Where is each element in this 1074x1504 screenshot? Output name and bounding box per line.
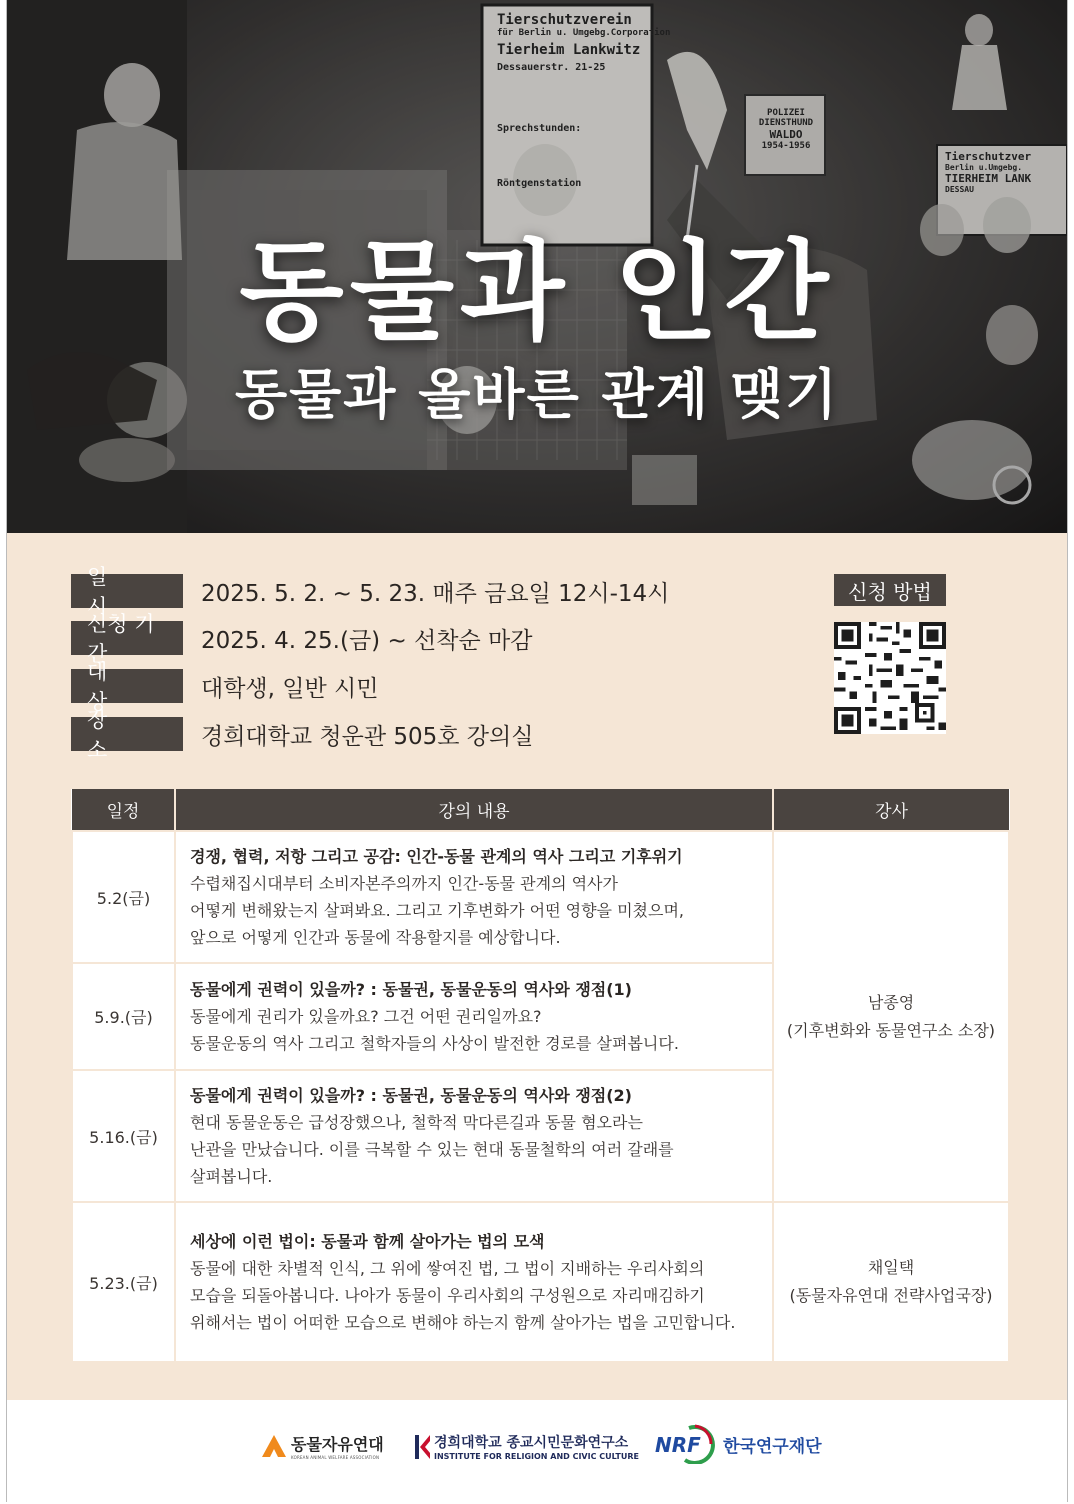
session-desc-line: 살펴봅니다. [190, 1167, 273, 1186]
column-header: 강사 [773, 789, 1009, 831]
info-row-date [71, 565, 670, 619]
sign-line: Berlin u.Umgebg. [945, 163, 1023, 172]
table-row [72, 1202, 1009, 1362]
session-desc-line: 위해서는 법이 어떠한 모습으로 변해야 하는지 함께 살아가는 법을 고민합니다. [190, 1313, 736, 1332]
lecturer-name: 채일택 [867, 1258, 915, 1277]
session-desc-line: 동물에게 권리가 있을까요? 그건 어떤 권리일까요? [190, 1007, 542, 1026]
sign-board-2 [945, 150, 1031, 194]
sign-line: Sprechstunden: [497, 123, 582, 134]
session-date: 5.23.(금) [72, 1202, 175, 1362]
qr-code[interactable] [834, 622, 946, 734]
info-value: 경희대학교 청운관 505호 강의실 [201, 723, 534, 750]
info-value: 2025. 4. 25.(금) ~ 선착순 마감 [201, 627, 533, 654]
table-row [72, 831, 1009, 963]
session-date: 5.16.(금) [72, 1070, 175, 1202]
logo-kawa-sub: KOREAN ANIMAL WELFARE ASSOCIATION [291, 1455, 380, 1460]
sign-line: Dessauerstr. 21-25 [497, 62, 606, 73]
session-desc-line: 동물운동의 역사 그리고 철학자들의 사상이 발전한 경로를 살펴봅니다. [190, 1034, 679, 1053]
session-desc-line: 동물에 대한 차별적 인식, 그 위에 쌓여진 법, 그 법이 지배하는 우리사회의 [190, 1259, 705, 1278]
lecturer-role: (기후변화와 동물연구소 소장) [786, 1020, 996, 1040]
logo-kawa [261, 1432, 384, 1460]
session-content [175, 963, 773, 1070]
qr-code-icon [834, 622, 946, 734]
logo-khu-name: 경희대학교 종교시민문화연구소 [434, 1435, 629, 1451]
session-desc-line: 어떻게 변해왔는지 살펴봐요. 그리고 기후변화가 어떤 영향을 미쳤으며, [190, 901, 684, 920]
logo-nrf-name: 한국연구재단 [723, 1436, 822, 1457]
schedule-table [71, 789, 1010, 1363]
nrf-mark [655, 1424, 717, 1464]
sign-line: Tierheim Lankwitz [497, 42, 641, 58]
logo-khu-sub: INSTITUTE FOR RELIGION AND CIVIC CULTURE [434, 1452, 639, 1461]
sign-line: für Berlin u. Umgebg.Corporation [497, 28, 671, 38]
session-desc-line: 모습을 되돌아봅니다. 나아가 동물이 우리사회의 구성원으로 자리매김하기 [190, 1286, 705, 1305]
apply-method-label: 신청 방법 [834, 574, 946, 606]
sign-line: DIENSTHUND [758, 118, 814, 128]
info-label: 장 소 [71, 717, 183, 751]
main-title: 동물과 인간 [239, 230, 835, 355]
subtitle: 동물과 올바른 관계 맺기 [234, 363, 840, 426]
sign-board-1 [497, 12, 670, 189]
session-desc-line: 현대 동물운동은 급성장했으나, 철학적 막다른길과 동물 혐오라는 [190, 1113, 643, 1132]
session-title: 경쟁, 협력, 저항 그리고 공감: 인간-동물 관계의 역사 그리고 기후위기 [190, 847, 683, 866]
info-label: 신청 기간 [71, 621, 183, 655]
sign-line: WALDO [769, 128, 803, 141]
session-date: 5.9.(금) [72, 963, 175, 1070]
sign-board-3 [752, 108, 820, 151]
session-content [175, 1070, 773, 1202]
kawa-logo-icon [261, 1434, 287, 1458]
sign-line: Röntgenstation [497, 178, 582, 189]
session-desc-line: 수렵채집시대부터 소비자본주의까지 인간-동물 관계의 역사가 [190, 874, 618, 893]
session-title: 동물에게 권력이 있을까? : 동물권, 동물운동의 역사와 쟁점(1) [190, 980, 632, 999]
session-title: 세상에 이런 법이: 동물과 함께 살아가는 법의 모색 [190, 1232, 545, 1251]
info-label: 대 상 [71, 669, 183, 703]
hero-photo-collage [7, 0, 1067, 533]
lecturer-cell [773, 1202, 1009, 1362]
nrf-text: NRF [655, 1433, 701, 1457]
column-header: 강의 내용 [175, 789, 773, 831]
table-header-row [72, 789, 1009, 831]
info-label: 일 시 [71, 574, 183, 608]
sign-line: Tierschutzver [945, 150, 1032, 163]
info-value: 대학생, 일반 시민 [201, 675, 379, 702]
logo-kawa-name: 동물자유연대 [291, 1435, 384, 1454]
session-date: 5.2(금) [72, 831, 175, 963]
session-content [175, 1202, 773, 1362]
info-row-target [71, 660, 379, 714]
lecturer-name: 남종영 [867, 992, 915, 1012]
sign-line: TIERHEIM LANK [945, 172, 1032, 185]
info-row-place [71, 708, 534, 762]
session-title: 동물에게 권력이 있을까? : 동물권, 동물운동의 역사와 쟁점(2) [190, 1086, 632, 1105]
info-row-period [71, 612, 533, 666]
sign-line: POLIZEI [767, 108, 805, 118]
lecturer-cell [773, 831, 1009, 1202]
session-desc-line: 앞으로 어떻게 인간과 동물에 작용할지를 예상합니다. [190, 928, 561, 947]
sign-line: DESSAU [945, 185, 974, 194]
info-value: 2025. 5. 2. ~ 5. 23. 매주 금요일 12시-14시 [201, 580, 670, 607]
poster [6, 0, 1068, 1502]
sign-line: 1954-1956 [761, 141, 811, 151]
logo-nrf [655, 1424, 822, 1464]
khu-logo-icon [415, 1435, 431, 1459]
logo-khu-institute [415, 1432, 639, 1461]
session-desc-line: 난관을 만났습니다. 이를 극복할 수 있는 현대 동물철학의 여러 갈래를 [190, 1140, 674, 1159]
sign-line: Tierschutzverein [497, 12, 632, 28]
column-header: 일정 [72, 789, 175, 831]
footer-logos [7, 1400, 1067, 1502]
session-content [175, 831, 773, 963]
lecturer-role: (동물자유연대 전략사업국장) [789, 1286, 993, 1305]
